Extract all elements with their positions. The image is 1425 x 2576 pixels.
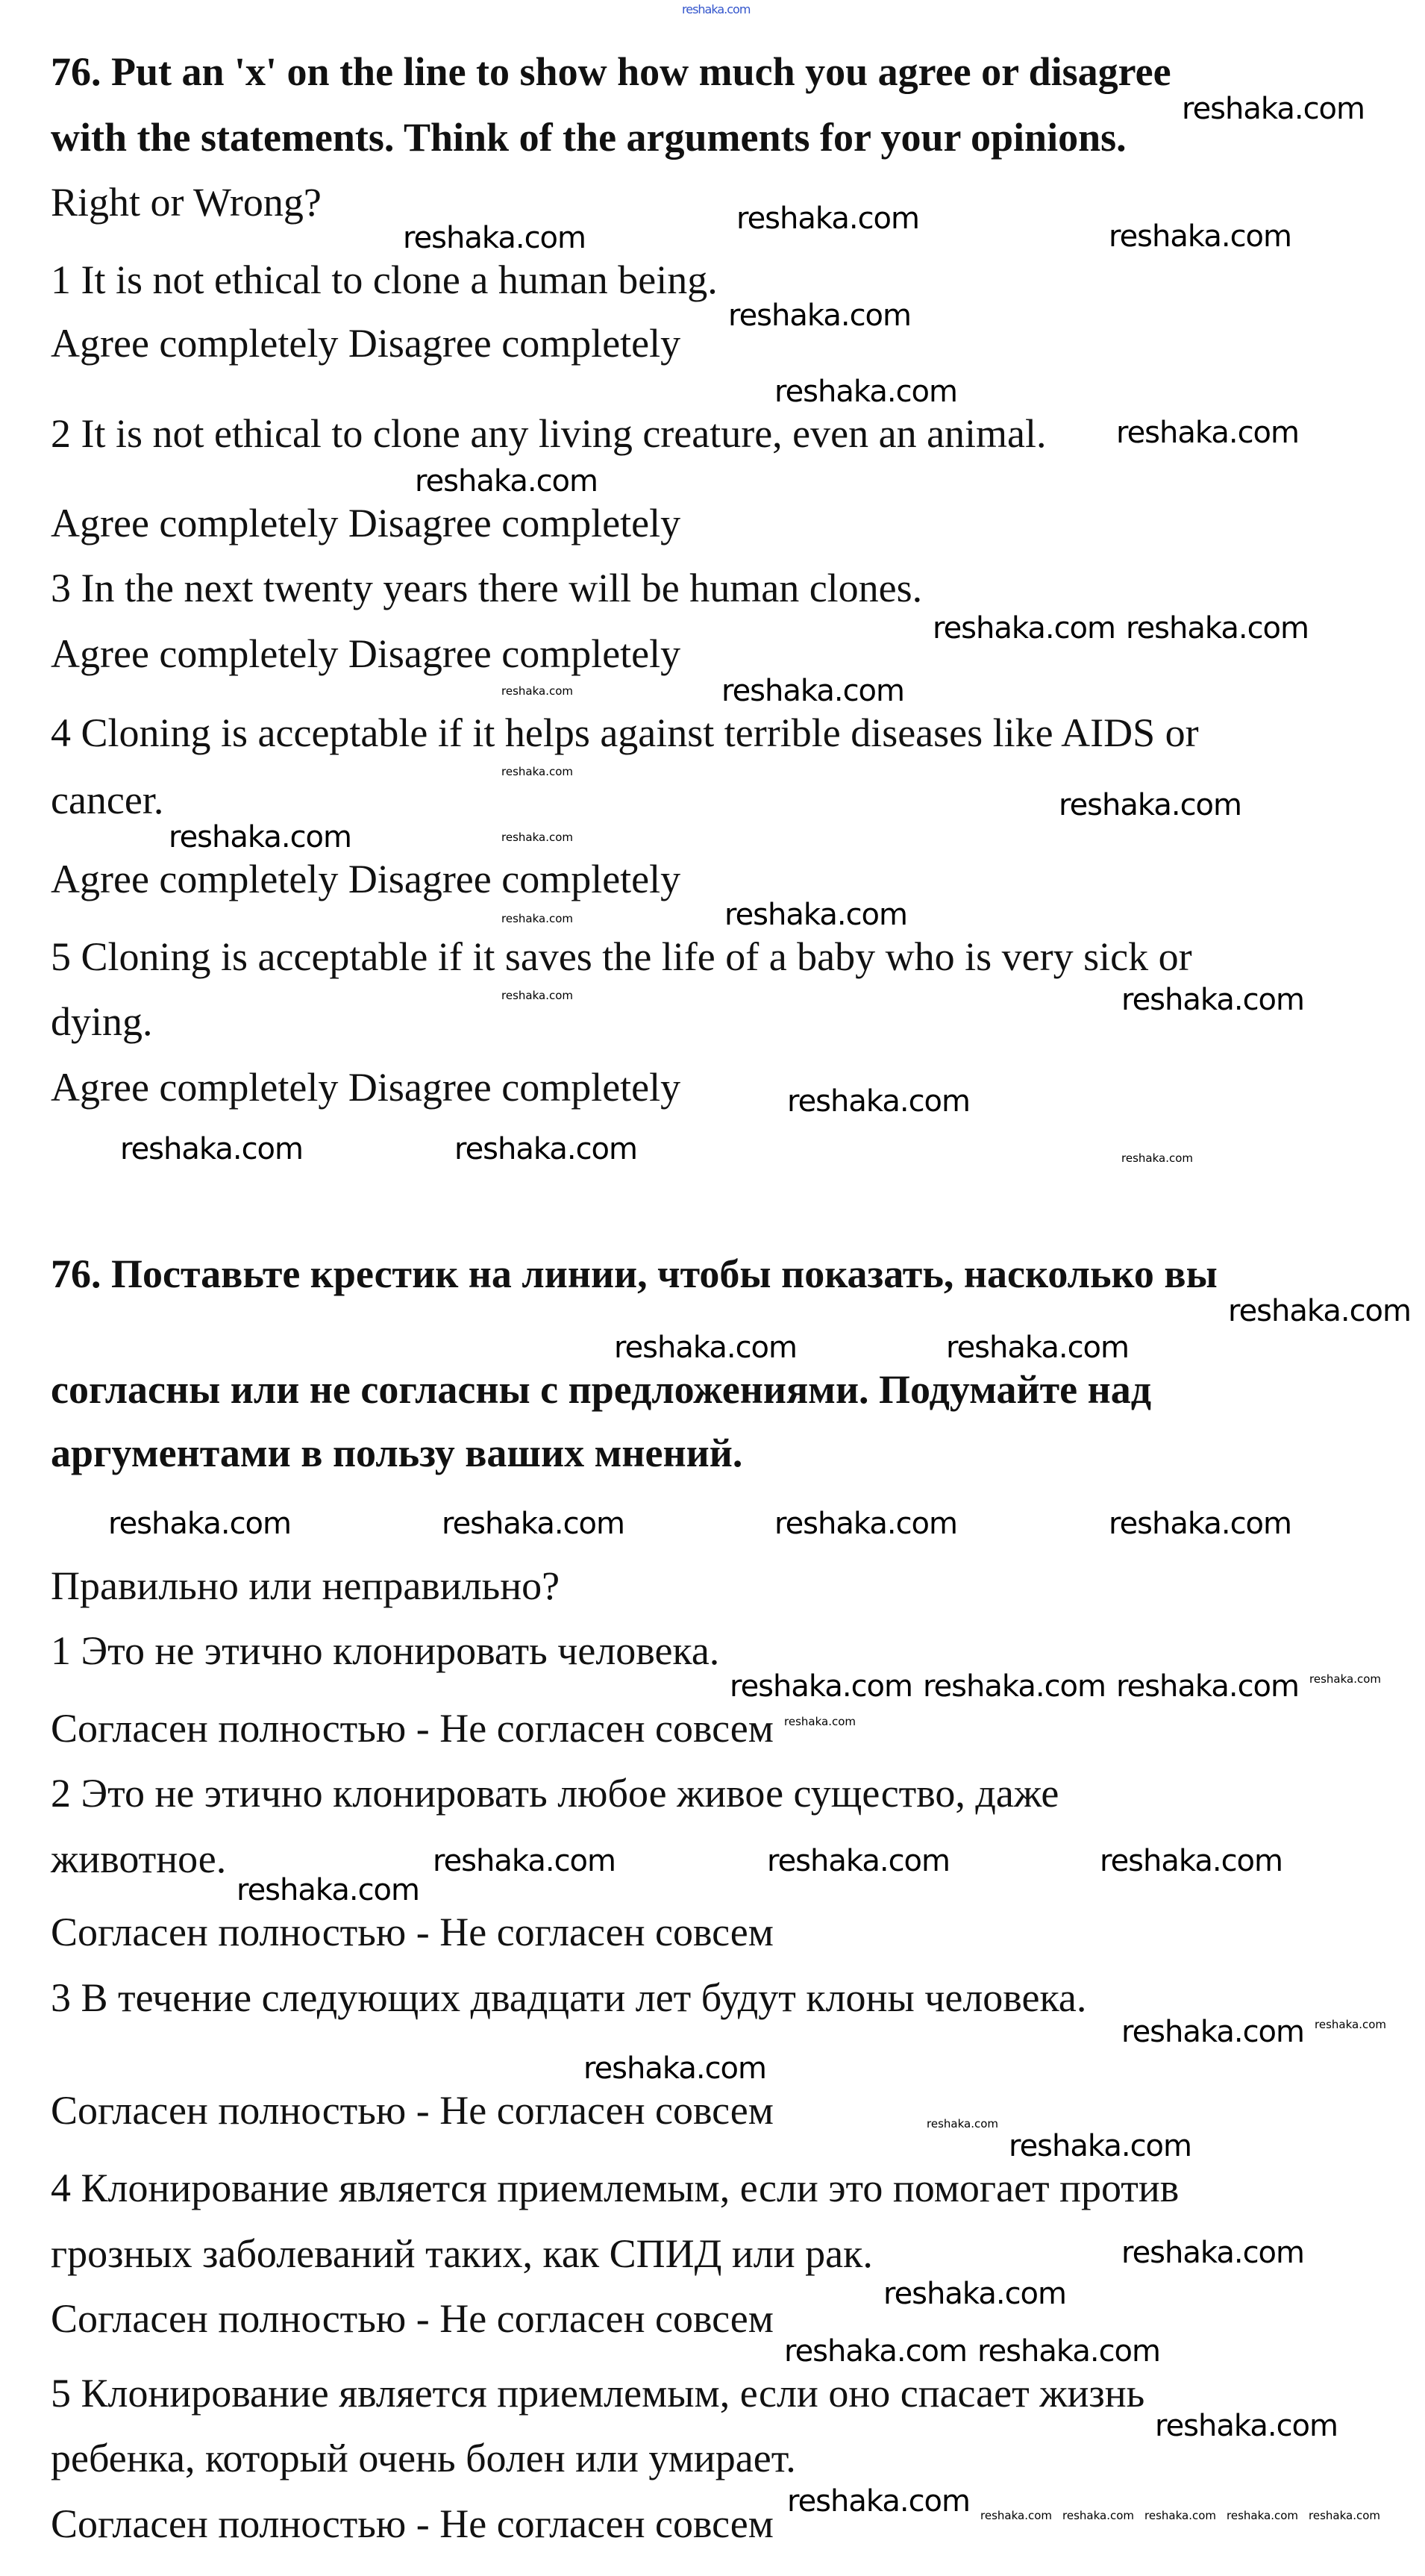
russian-text-line: Согласен полностью - Не согласен совсем <box>51 2296 774 2341</box>
russian-text-line: грозных заболеваний таких, как СПИД или рак. <box>51 2231 873 2276</box>
russian-text-line: животное. <box>51 1836 227 1881</box>
watermark-text: reshaka.com <box>767 1844 950 1878</box>
watermark-text: reshaka.com <box>774 1507 957 1541</box>
watermark-text: reshaka.com <box>454 1132 637 1166</box>
english-text-line: Agree completely Disagree completely <box>51 857 681 901</box>
english-text-line: 2 It is not ethical to clone any living creature, even an animal. <box>51 411 1047 456</box>
english-text-line: Right or Wrong? <box>51 180 322 225</box>
watermark-text: reshaka.com <box>501 684 573 698</box>
russian-text-line: 5 Клонирование является приемлемым, если оно спасает жизнь <box>51 2371 1145 2416</box>
watermark-text: reshaka.com <box>1155 2409 1338 2443</box>
watermark-text: reshaka.com <box>883 2277 1066 2311</box>
watermark-text: reshaka.com <box>501 989 573 1002</box>
watermark-text: reshaka.com <box>1121 2015 1304 2049</box>
watermark-text: reshaka.com <box>724 898 907 932</box>
watermark-text: reshaka.com <box>1116 1669 1299 1704</box>
english-text-line: dying. <box>51 999 153 1044</box>
watermark-text: reshaka.com <box>442 1507 624 1541</box>
watermark-text: reshaka.com <box>721 674 904 708</box>
watermark-text: reshaka.com <box>927 2117 998 2130</box>
watermark-text: reshaka.com <box>1309 2509 1380 2522</box>
watermark-text: reshaka.com <box>415 464 598 498</box>
watermark-text: reshaka.com <box>1309 1672 1381 1686</box>
watermark-text: reshaka.com <box>980 2509 1052 2522</box>
watermark-text: reshaka.com <box>583 2051 766 2086</box>
watermark-text: reshaka.com <box>1228 1294 1411 1328</box>
russian-text-line: Согласен полностью - Не согласен совсем <box>51 1706 774 1751</box>
english-text-line: cancer. <box>51 778 164 822</box>
watermark-text: reshaka.com <box>1116 416 1299 450</box>
watermark-text: reshaka.com <box>433 1844 616 1878</box>
watermark-text: reshaka.com <box>1059 788 1241 822</box>
watermark-text: reshaka.com <box>1315 2018 1386 2031</box>
watermark-text: reshaka.com <box>1227 2509 1298 2522</box>
english-text-line: 4 Cloning is acceptable if it helps against terrible diseases like AIDS or <box>51 710 1199 755</box>
watermark-text: reshaka.com <box>728 298 911 333</box>
watermark-text: reshaka.com <box>501 765 573 778</box>
watermark-text: reshaka.com <box>1121 1151 1193 1165</box>
watermark-text: reshaka.com <box>1126 611 1309 645</box>
russian-text-line: ребенка, который очень болен или умирает. <box>51 2436 796 2480</box>
watermark-text: reshaka.com <box>169 820 351 854</box>
watermark-text: reshaka.com <box>946 1331 1129 1365</box>
russian-heading-line: аргументами в пользу ваших мнений. <box>51 1431 743 1475</box>
english-text-line: Agree completely Disagree completely <box>51 321 681 366</box>
russian-text-line: 3 В течение следующих двадцати лет будут клоны человека. <box>51 1975 1087 2020</box>
watermark-text: reshaka.com <box>1109 219 1291 254</box>
watermark-text: reshaka.com <box>1100 1844 1282 1878</box>
russian-heading-line: 76. Поставьте крестик на линии, чтобы показать, насколько вы <box>51 1251 1218 1296</box>
watermark-text: reshaka.com <box>108 1507 291 1541</box>
watermark-text: reshaka.com <box>1144 2509 1216 2522</box>
watermark-text: reshaka.com <box>1109 1507 1291 1541</box>
russian-heading-line: согласны или не согласны с предложениями. Подумайте над <box>51 1367 1152 1412</box>
watermark-text: reshaka.com <box>403 221 586 255</box>
english-text-line: 5 Cloning is acceptable if it saves the life of a baby who is very sick or <box>51 934 1192 979</box>
watermark-text: reshaka.com <box>787 1084 970 1119</box>
watermark-text: reshaka.com <box>784 1715 856 1728</box>
watermark-text: reshaka.com <box>120 1132 303 1166</box>
watermark-text: reshaka.com <box>933 611 1115 645</box>
english-text-line: Agree completely Disagree completely <box>51 501 681 545</box>
watermark-text: reshaka.com <box>730 1669 912 1704</box>
russian-text-line: 1 Это не этично клонировать человека. <box>51 1628 720 1673</box>
watermark-text: reshaka.com <box>1121 983 1304 1017</box>
watermark-text: reshaka.com <box>774 375 957 409</box>
english-heading-line: with the statements. Think of the arguments for your opinions. <box>51 115 1127 160</box>
watermark-text: reshaka.com <box>784 2334 967 2369</box>
english-text-line: 1 It is not ethical to clone a human being. <box>51 257 718 302</box>
russian-text-line: Согласен полностью - Не согласен совсем <box>51 2501 774 2546</box>
watermark-text: reshaka.com <box>923 1669 1106 1704</box>
watermark-text: reshaka.com <box>614 1331 797 1365</box>
watermark-text: reshaka.com <box>787 2484 970 2519</box>
english-heading-line: 76. Put an 'x' on the line to show how much you agree or disagree <box>51 49 1171 94</box>
russian-text-line: 2 Это не этично клонировать любое живое существо, даже <box>51 1771 1059 1816</box>
watermark-text: reshaka.com <box>682 2 751 16</box>
watermark-text: reshaka.com <box>1062 2509 1134 2522</box>
russian-text-line: Правильно или неправильно? <box>51 1563 560 1608</box>
english-text-line: 3 In the next twenty years there will be human clones. <box>51 566 923 610</box>
english-text-line: Agree completely Disagree completely <box>51 1065 681 1110</box>
watermark-text: reshaka.com <box>736 201 919 236</box>
russian-text-line: Согласен полностью - Не согласен совсем <box>51 2088 774 2133</box>
russian-text-line: Согласен полностью - Не согласен совсем <box>51 1910 774 1954</box>
watermark-text: reshaka.com <box>237 1873 419 1907</box>
watermark-text: reshaka.com <box>1009 2129 1191 2163</box>
english-text-line: Agree completely Disagree completely <box>51 631 681 676</box>
watermark-text: reshaka.com <box>501 912 573 925</box>
watermark-text: reshaka.com <box>501 831 573 844</box>
russian-text-line: 4 Клонирование является приемлемым, если это помогает против <box>51 2166 1180 2210</box>
watermark-text: reshaka.com <box>977 2334 1160 2369</box>
watermark-text: reshaka.com <box>1182 92 1365 126</box>
watermark-text: reshaka.com <box>1121 2236 1304 2270</box>
